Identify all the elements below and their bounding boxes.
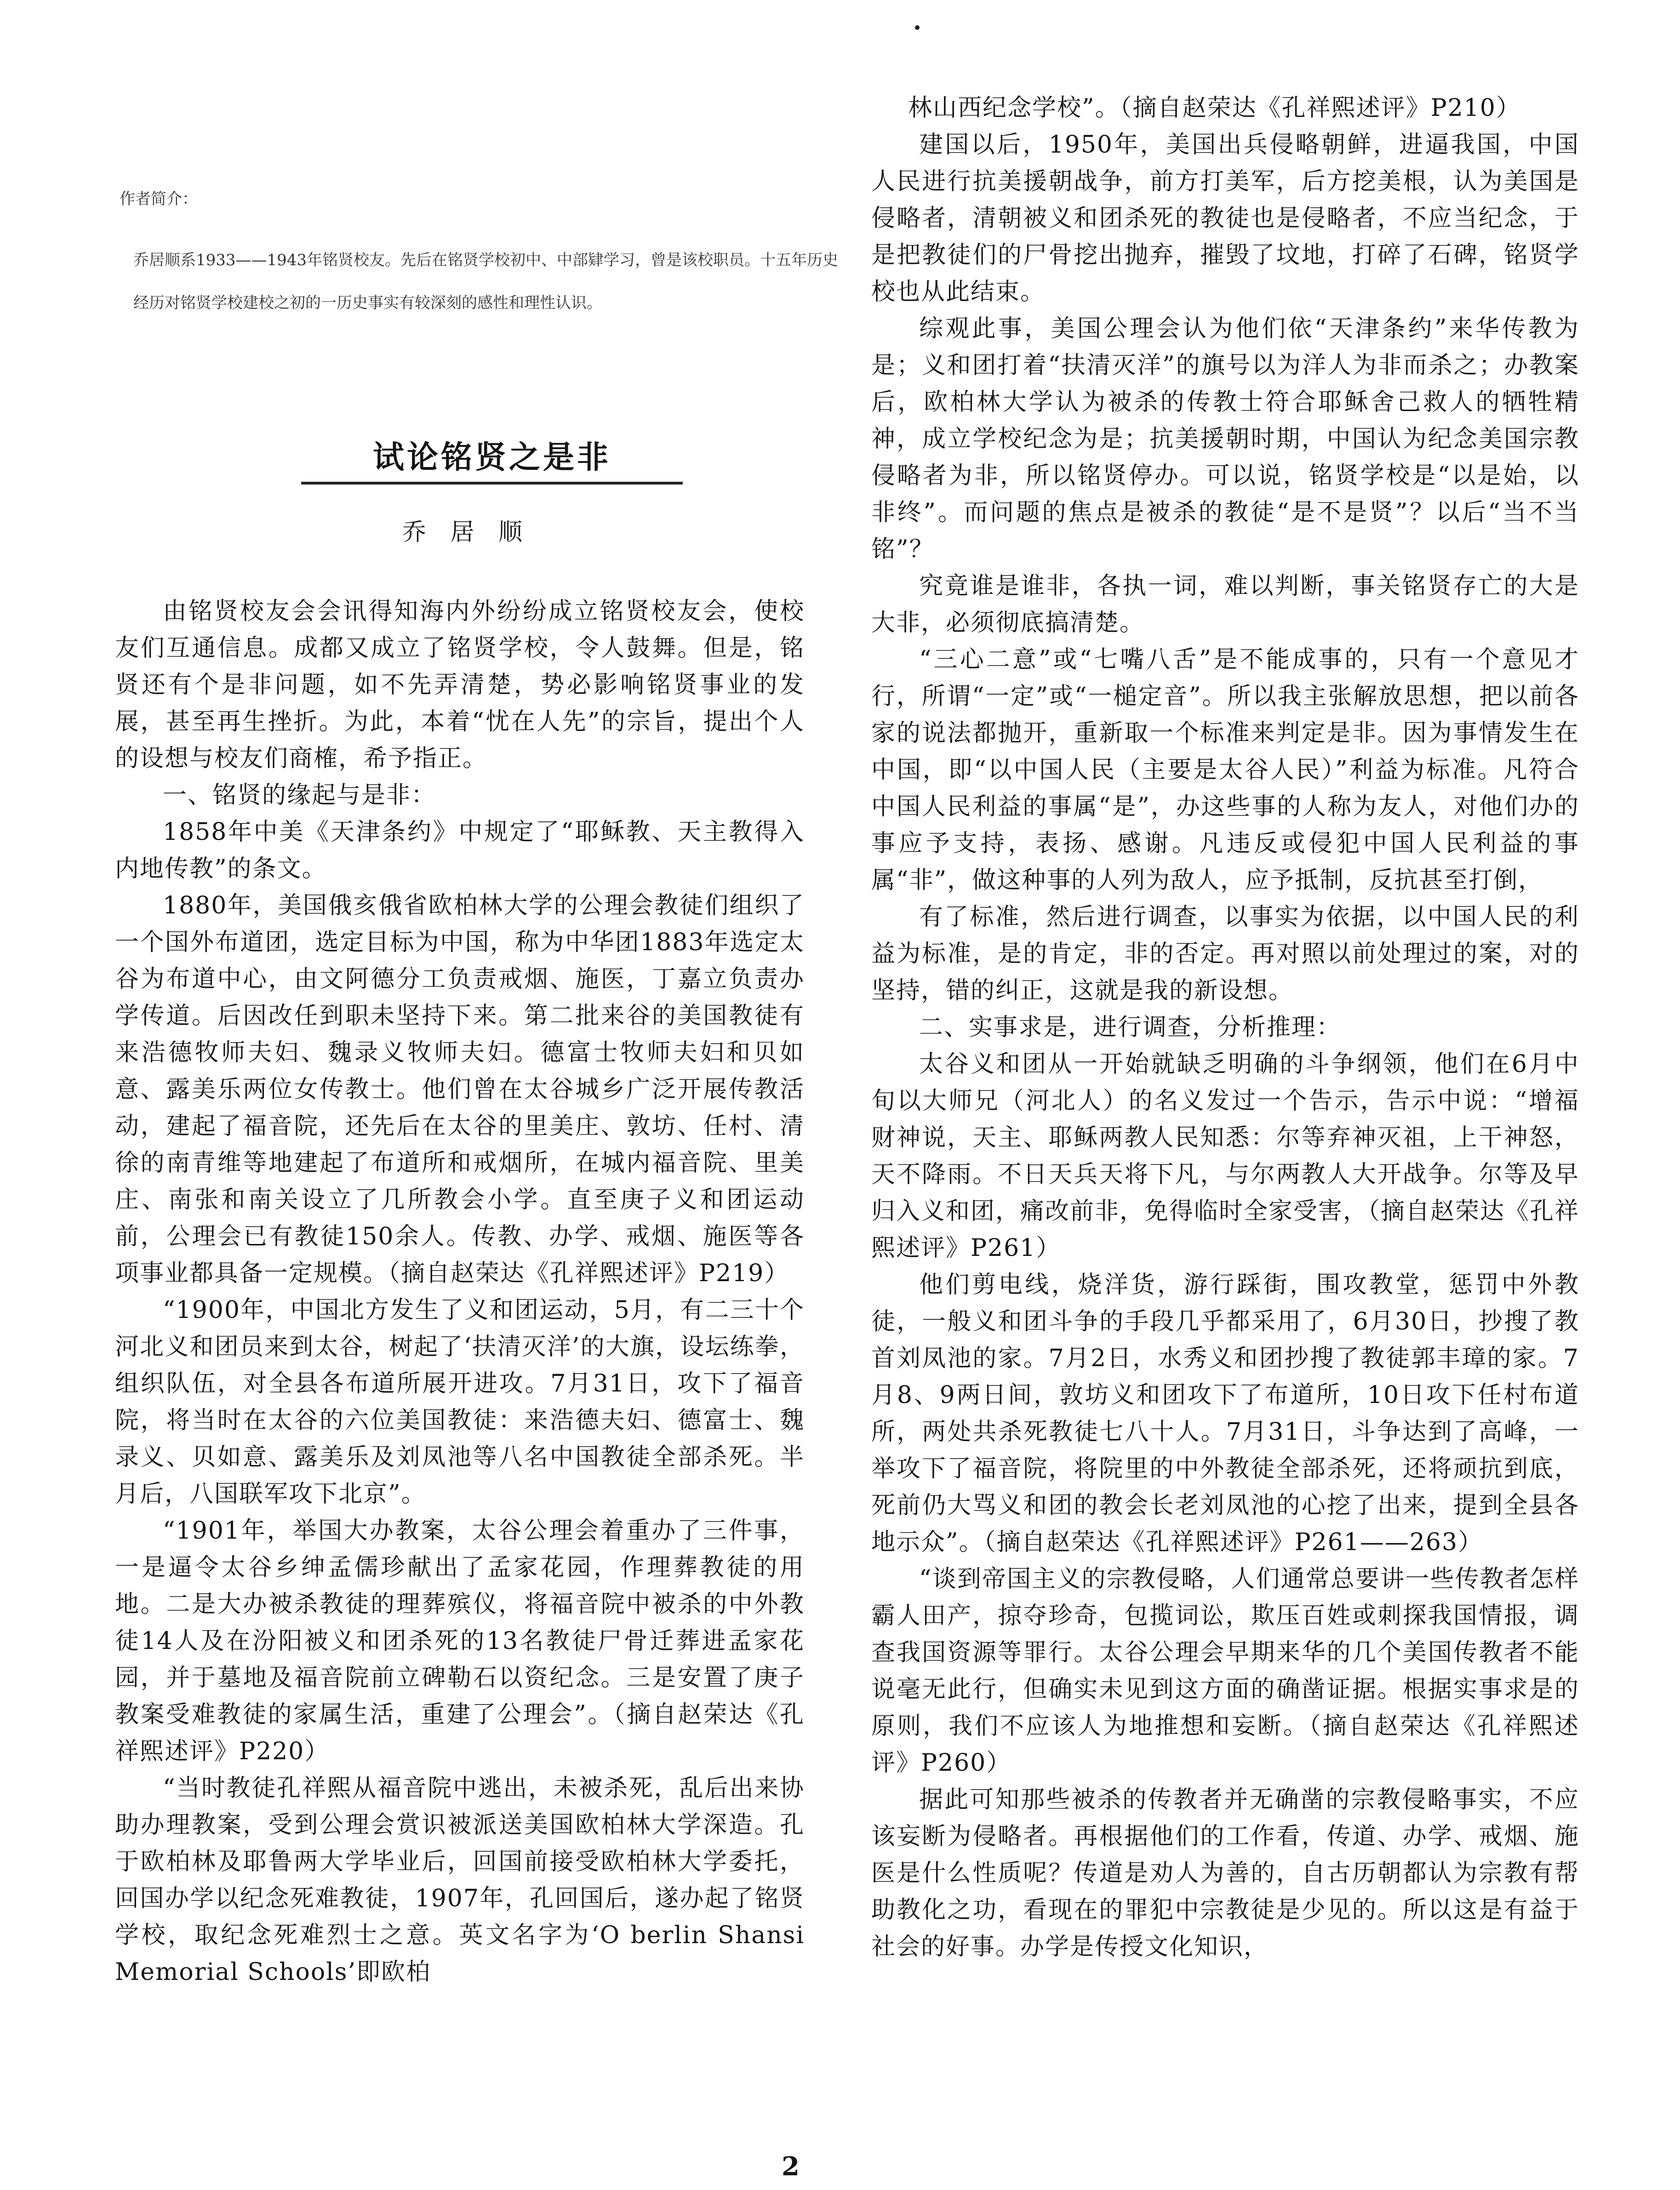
paragraph: 1858年中美《天津条约》中规定了“耶稣教、天主教得入内地传教”的条文。 xyxy=(115,818,805,883)
section-heading: 二、实事求是，进行调查，分析推理： xyxy=(919,1014,1342,1041)
paragraph: “1900年，中国北方发生了义和团运动，5月，有二三十个河北义和团员来到太谷，树起了‘扶清灭洋’的大旗，设坛练拳，组织队伍，对全县各布道所展开进攻。7月31日，攻下了福音院，将当时在太谷的六位美国教徒：来浩德夫妇、德富士、魏录义、贝如意、露美乐及刘凤池等八名中国教徒全部杀死。半月后，八国联军攻下北京”。 xyxy=(115,1296,805,1508)
author-intro-text: 乔居顺系1933——1943年铭贤校友。先后在铭贤学校初中、中部肄学习，曾是该校职员。十五年历史经历对铭贤学校建校之初的一历史事实有较深刻的感性和理性认识。 xyxy=(133,251,839,312)
article-title-block xyxy=(301,437,683,485)
paragraph: 由铭贤校友会会讯得知海内外纷纷成立铭贤校友会，使校友们互通信息。成都又成立了铭贤学校，令人鼓舞。但是，铭贤还有个是非问题，如不先弄清楚，势必影响铭贤事业的发展，甚至再生挫折。为此，本着“忧在人先”的宗旨，提出个人的设想与校友们商榷，希予指正。 xyxy=(115,598,805,772)
article-title: 试论铭贤之是非 xyxy=(372,439,611,476)
paragraph: 究竟谁是谁非，各执一词，难以判断，事关铭贤存亡的大是大非，必须彻底搞清楚。 xyxy=(871,572,1579,637)
paragraph: 建国以后，1950年，美国出兵侵略朝鲜，进逼我国，中国人民进行抗美援朝战争，前方打美军，后方挖美根，认为美国是侵略者，清朝被义和团杀死的教徒也是侵略者，不应当纪念，于是把教徒们的尸骨挖出抛弃，摧毁了坟地，打碎了石碑，铭贤学校也从此结束。 xyxy=(871,131,1579,306)
right-body xyxy=(871,90,1579,1965)
paragraph: 据此可知那些被杀的传教者并无确凿的宗教侵略事实，不应该妄断为侵略者。再根据他们的工作看，传道、办学、戒烟、施医是什么性质呢？传道是劝人为善的，自古历朝都认为宗教有帮助教化之功，看现在的罪犯中宗教徒是少见的。所以这是有益于社会的好事。办学是传授文化知识， xyxy=(871,1786,1579,1961)
paragraph: “1901年，举国大办教案，太谷公理会着重办了三件事，一是逼令太谷乡绅孟儒珍献出了孟家花园，作理葬教徒的用地。二是大办被杀教徒的理葬殡仪，将福音院中被杀的中外教徒14人及在汾阳被义和团杀死的13名教徒尸骨迁葬进孟家花园，并于墓地及福音院前立碑勒石以资纪念。三是安置了庚子教案受难教徒的家属生活，重建了公理会”。（摘自赵荣达《孔祥熙述评》P220） xyxy=(115,1517,805,1765)
paragraph: 他们剪电线，烧洋货，游行踩街，围攻教堂，惩罚中外教徒，一般义和团斗争的手段几乎都采用了，6月30日，抄搜了教首刘凤池的家。7月2日，水秀义和团抄搜了教徒郭丰璋的家。7月8、9两日间，敦坊义和团攻下了布道所，10日攻下任村布道所，两处共杀死教徒七八十人。7月31日，斗争达到了高峰，一举攻下了福音院，将院里的中外教徒全部杀死，还将顽抗到底，死前仍大骂义和团的教会长老刘凤池的心挖了出来，提到全县各地示众”。（摘自赵荣达《孔祥熙述评》P261——263） xyxy=(871,1271,1579,1556)
left-body xyxy=(115,593,805,1990)
article-author: 乔 居 顺 xyxy=(402,519,531,546)
paragraph: “当时教徒孔祥熙从福音院中逃出，未被杀死，乱后出来协助办理教案，受到公理会赏识被派送美国欧柏林大学深造。孔于欧柏林及耶鲁两大学毕业后，回国前接受欧柏林大学委托，回国办学以纪念死难教徒，1907年，孔回国后，遂办起了铭贤学校，取纪念死难烈士之意。英文名字为‘O berlin Shansi Memorial Schools’即欧柏 xyxy=(115,1774,805,1986)
title-underline xyxy=(301,482,683,485)
print-speck xyxy=(915,25,920,30)
section-heading: 一、铭贤的缘起与是非： xyxy=(163,781,436,809)
author-intro-label: 作者简介： xyxy=(120,190,198,208)
page-number: 2 xyxy=(782,2151,800,2182)
paragraph: 1880年，美国俄亥俄省欧柏林大学的公理会教徒们组织了一个国外布道团，选定目标为中国，称为中华团1883年选定太谷为布道中心，由文阿德分工负责戒烟、施医，丁嘉立负责办学传道。后因改任到职未坚持下来。第二批来谷的美国教徒有来浩德牧师夫妇、魏录义牧师夫妇。德富士牧师夫妇和贝如意、露美乐两位女传教士。他们曾在太谷城乡广泛开展传教活动，建起了福音院，还先后在太谷的里美庄、敦坊、任村、清徐的南青维等地建起了布道所和戒烟所，在城内福音院、里美庄、南张和南关设立了几所教会小学。直至庚子义和团运动前，公理会已有教徒150余人。传教、办学、戒烟、施医等各项事业都具备一定规模。（摘自赵荣达《孔祥熙述评》P219） xyxy=(115,892,805,1287)
paragraph: 太谷义和团从一开始就缺乏明确的斗争纲领，他们在6月中旬以大师兄（河北人）的名义发过一个告示，告示中说：“增福财神说，天主、耶稣两教人民知悉：尔等弃神灭祖，上干神怒，天不降雨。不日天兵天将下凡，与尔两教人大开战争。尔等及早归入义和团，痛改前非，免得临时全家受害，（摘自赵荣达《孔祥熙述评》P261） xyxy=(871,1050,1580,1262)
paragraph: 综观此事，美国公理会认为他们依“天津条约”来华传教为是；义和团打着“扶清灭洋”的旗号以为洋人为非而杀之；办教案后，欧柏林大学认为被杀的传教士符合耶稣舍己救人的牺牲精神，成立学校纪念为是；抗美援朝时期，中国认为纪念美国宗教侵略者为非，所以铭贤停办。可以说，铭贤学校是“以是始，以非终”。而问题的焦点是被杀的教徒“是不是贤”？以后“当不当铭”？ xyxy=(871,315,1579,563)
paragraph: “三心二意”或“七嘴八舌”是不能成事的，只有一个意见才行，所谓“一定”或“一槌定音”。所以我主张解放思想，把以前各家的说法都抛开，重新取一个标准来判定是非。因为事情发生在中国，即“以中国人民（主要是太谷人民）”利益为标准。凡符合中国人民利益的事属“是”，办这些事的人称为友人，对他们办的事应予支持，表扬、感谢。凡违反或侵犯中国人民利益的事属“非”，做这种事的人列为敌人，应予抵制，反抗甚至打倒， xyxy=(871,646,1579,894)
paragraph-continuation: 林山西纪念学校”。（摘自赵荣达《孔祥熙述评》P210） xyxy=(908,94,1521,122)
paragraph: 有了标准，然后进行调查，以事实为依据，以中国人民的利益为标准，是的肯定，非的否定。再对照以前处理过的案，对的坚持，错的纠正，这就是我的新设想。 xyxy=(871,903,1579,1004)
paragraph: “谈到帝国主义的宗教侵略，人们通常总要讲一些传教者怎样霸人田产，掠夺珍奇，包揽词讼，欺压百姓或刺探我国情报，调查我国资源等罪行。太谷公理会早期来华的几个美国传教者不能说毫无此行，但确实未见到这方面的确凿证据。根据实事求是的原则，我们不应该人为地推想和妄断。（摘自赵荣达《孔祥熙述评》P260） xyxy=(871,1565,1579,1777)
